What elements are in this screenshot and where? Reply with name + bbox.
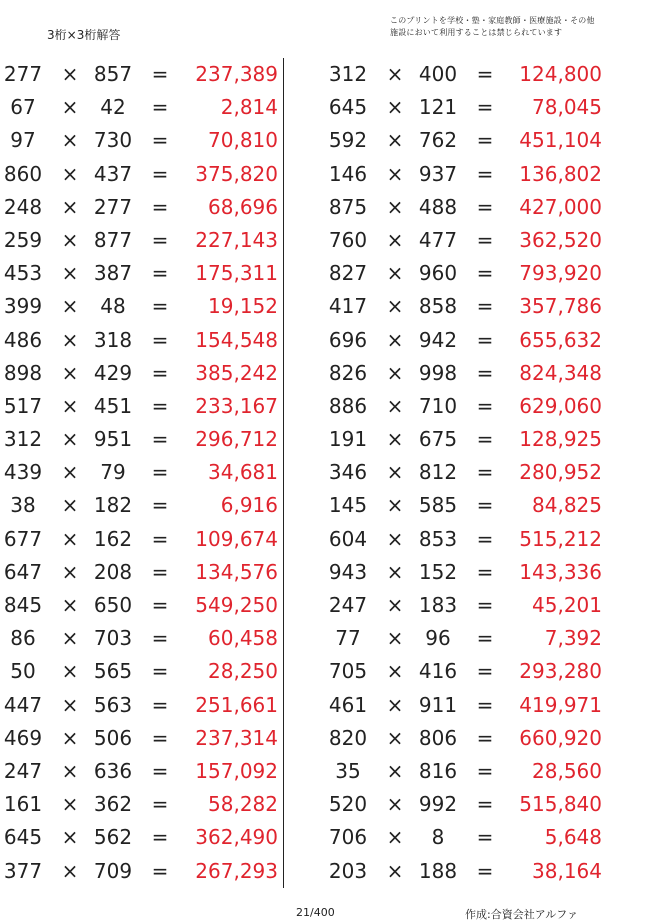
first-operand: 943 <box>328 559 368 584</box>
second-operand: 877 <box>93 227 133 252</box>
equals-sign: = <box>476 725 494 750</box>
second-operand: 451 <box>93 393 133 418</box>
equals-sign: = <box>476 62 494 86</box>
first-operand: 247 <box>3 758 43 783</box>
answer: 419,971 <box>519 692 602 717</box>
equals-sign: = <box>151 692 169 717</box>
first-operand: 312 <box>328 62 368 86</box>
equals-sign: = <box>476 161 494 186</box>
times-sign: × <box>386 95 404 120</box>
first-operand: 439 <box>3 460 43 485</box>
first-operand: 592 <box>328 128 368 153</box>
times-sign: × <box>386 659 404 684</box>
second-operand: 562 <box>93 825 133 850</box>
worksheet-title: 3桁×3桁解答 <box>47 28 121 42</box>
answer: 237,389 <box>195 62 278 86</box>
first-operand: 399 <box>3 294 43 319</box>
times-sign: × <box>61 294 79 319</box>
first-operand: 203 <box>328 858 368 883</box>
equals-sign: = <box>476 692 494 717</box>
first-operand: 645 <box>3 825 43 850</box>
first-operand: 604 <box>328 526 368 551</box>
first-operand: 845 <box>3 593 43 617</box>
answer: 824,348 <box>519 360 602 385</box>
second-operand: 8 <box>431 825 445 850</box>
times-sign: × <box>61 559 79 584</box>
times-sign: × <box>61 792 79 817</box>
equals-sign: = <box>151 294 169 319</box>
times-sign: × <box>61 327 79 352</box>
equals-sign: = <box>151 161 169 186</box>
equals-sign: = <box>151 360 169 385</box>
second-operand: 506 <box>93 725 133 750</box>
second-operand: 762 <box>418 128 458 153</box>
first-operand: 469 <box>3 725 43 750</box>
answer: 293,280 <box>519 659 602 684</box>
second-operand: 96 <box>425 626 451 651</box>
answer: 385,242 <box>195 360 278 385</box>
answer: 655,632 <box>519 327 602 352</box>
times-sign: × <box>386 427 404 452</box>
answer: 70,810 <box>208 128 278 153</box>
answer: 175,311 <box>195 261 278 286</box>
first-operand: 677 <box>3 526 43 551</box>
answer: 362,490 <box>195 825 278 850</box>
equals-sign: = <box>476 792 494 817</box>
first-operand: 461 <box>328 692 368 717</box>
times-sign: × <box>61 460 79 485</box>
times-sign: × <box>386 460 404 485</box>
page-number: 21/400 <box>296 906 335 919</box>
times-sign: × <box>386 593 404 617</box>
first-operand: 705 <box>328 659 368 684</box>
second-operand: 429 <box>93 360 133 385</box>
times-sign: × <box>61 725 79 750</box>
second-operand: 477 <box>418 227 458 252</box>
first-operand: 647 <box>3 559 43 584</box>
answer: 375,820 <box>195 161 278 186</box>
second-operand: 709 <box>93 858 133 883</box>
times-sign: × <box>386 792 404 817</box>
times-sign: × <box>61 493 79 518</box>
equals-sign: = <box>476 393 494 418</box>
answer: 237,314 <box>195 725 278 750</box>
second-operand: 703 <box>93 626 133 651</box>
second-operand: 318 <box>93 327 133 352</box>
first-operand: 248 <box>3 194 43 219</box>
answer: 28,560 <box>532 758 602 783</box>
equals-sign: = <box>151 261 169 286</box>
answer: 134,576 <box>195 559 278 584</box>
answer: 227,143 <box>195 227 278 252</box>
first-operand: 517 <box>3 393 43 418</box>
second-operand: 730 <box>93 128 133 153</box>
first-operand: 760 <box>328 227 368 252</box>
times-sign: × <box>386 128 404 153</box>
second-operand: 911 <box>418 692 458 717</box>
times-sign: × <box>61 825 79 850</box>
answer: 549,250 <box>195 593 278 617</box>
times-sign: × <box>386 725 404 750</box>
equals-sign: = <box>476 294 494 319</box>
answer: 58,282 <box>208 792 278 817</box>
times-sign: × <box>61 128 79 153</box>
answer: 362,520 <box>519 227 602 252</box>
answer: 427,000 <box>519 194 602 219</box>
first-operand: 447 <box>3 692 43 717</box>
times-sign: × <box>386 626 404 651</box>
equals-sign: = <box>476 659 494 684</box>
second-operand: 951 <box>93 427 133 452</box>
second-operand: 998 <box>418 360 458 385</box>
equals-sign: = <box>476 227 494 252</box>
equals-sign: = <box>151 858 169 883</box>
answer: 2,814 <box>220 95 278 120</box>
second-operand: 79 <box>100 460 126 485</box>
first-operand: 346 <box>328 460 368 485</box>
first-operand: 860 <box>3 161 43 186</box>
times-sign: × <box>61 626 79 651</box>
usage-notice: このプリントを学校・塾・家庭教師・医療施設・その他 施設において利用することは禁じられています <box>390 16 595 37</box>
equals-sign: = <box>476 526 494 551</box>
times-sign: × <box>386 62 404 86</box>
equals-sign: = <box>476 327 494 352</box>
answer: 28,250 <box>208 659 278 684</box>
equals-sign: = <box>151 194 169 219</box>
times-sign: × <box>386 493 404 518</box>
first-operand: 277 <box>3 62 43 86</box>
equals-sign: = <box>151 593 169 617</box>
first-operand: 38 <box>10 493 36 518</box>
first-operand: 145 <box>328 493 368 518</box>
times-sign: × <box>61 593 79 617</box>
times-sign: × <box>386 692 404 717</box>
equals-sign: = <box>151 62 169 86</box>
times-sign: × <box>386 393 404 418</box>
answer: 5,648 <box>544 825 602 850</box>
first-operand: 827 <box>328 261 368 286</box>
equals-sign: = <box>151 526 169 551</box>
first-operand: 898 <box>3 360 43 385</box>
times-sign: × <box>386 526 404 551</box>
times-sign: × <box>386 294 404 319</box>
second-operand: 565 <box>93 659 133 684</box>
answer: 515,212 <box>519 526 602 551</box>
times-sign: × <box>386 825 404 850</box>
answer: 45,201 <box>532 593 602 617</box>
answer: 357,786 <box>519 294 602 319</box>
equals-sign: = <box>151 227 169 252</box>
answer: 515,840 <box>519 792 602 817</box>
times-sign: × <box>386 858 404 883</box>
second-operand: 675 <box>418 427 458 452</box>
times-sign: × <box>61 526 79 551</box>
times-sign: × <box>61 62 79 86</box>
answer: 84,825 <box>532 493 602 518</box>
times-sign: × <box>61 261 79 286</box>
second-operand: 806 <box>418 725 458 750</box>
equals-sign: = <box>151 427 169 452</box>
second-operand: 162 <box>93 526 133 551</box>
second-operand: 188 <box>418 858 458 883</box>
times-sign: × <box>61 692 79 717</box>
first-operand: 520 <box>328 792 368 817</box>
second-operand: 585 <box>418 493 458 518</box>
answer: 34,681 <box>208 460 278 485</box>
answer: 124,800 <box>519 62 602 86</box>
times-sign: × <box>61 95 79 120</box>
first-operand: 259 <box>3 227 43 252</box>
answer: 7,392 <box>544 626 602 651</box>
second-operand: 152 <box>418 559 458 584</box>
times-sign: × <box>386 758 404 783</box>
equals-sign: = <box>476 460 494 485</box>
equals-sign: = <box>476 825 494 850</box>
second-operand: 816 <box>418 758 458 783</box>
equals-sign: = <box>476 360 494 385</box>
answer: 157,092 <box>195 758 278 783</box>
answer: 143,336 <box>519 559 602 584</box>
second-operand: 183 <box>418 593 458 617</box>
equals-sign: = <box>476 626 494 651</box>
equals-sign: = <box>151 95 169 120</box>
second-operand: 416 <box>418 659 458 684</box>
first-operand: 67 <box>10 95 36 120</box>
times-sign: × <box>61 758 79 783</box>
times-sign: × <box>61 858 79 883</box>
first-operand: 886 <box>328 393 368 418</box>
first-operand: 77 <box>335 626 361 651</box>
times-sign: × <box>386 194 404 219</box>
first-operand: 161 <box>3 792 43 817</box>
first-operand: 97 <box>10 128 36 153</box>
times-sign: × <box>386 327 404 352</box>
answer: 19,152 <box>208 294 278 319</box>
second-operand: 48 <box>100 294 126 319</box>
answer: 128,925 <box>519 427 602 452</box>
equals-sign: = <box>151 825 169 850</box>
equals-sign: = <box>476 593 494 617</box>
first-operand: 35 <box>335 758 361 783</box>
answer: 78,045 <box>532 95 602 120</box>
times-sign: × <box>386 227 404 252</box>
answer: 280,952 <box>519 460 602 485</box>
equals-sign: = <box>476 261 494 286</box>
first-operand: 86 <box>10 626 36 651</box>
times-sign: × <box>61 360 79 385</box>
answer: 109,674 <box>195 526 278 551</box>
answer: 154,548 <box>195 327 278 352</box>
times-sign: × <box>386 261 404 286</box>
first-operand: 696 <box>328 327 368 352</box>
second-operand: 208 <box>93 559 133 584</box>
equals-sign: = <box>151 128 169 153</box>
second-operand: 437 <box>93 161 133 186</box>
first-operand: 377 <box>3 858 43 883</box>
equals-sign: = <box>476 758 494 783</box>
times-sign: × <box>61 227 79 252</box>
second-operand: 812 <box>418 460 458 485</box>
equals-sign: = <box>476 493 494 518</box>
second-operand: 387 <box>93 261 133 286</box>
equals-sign: = <box>151 626 169 651</box>
times-sign: × <box>61 393 79 418</box>
first-operand: 486 <box>3 327 43 352</box>
equals-sign: = <box>476 95 494 120</box>
times-sign: × <box>61 161 79 186</box>
second-operand: 650 <box>93 593 133 617</box>
equals-sign: = <box>151 393 169 418</box>
second-operand: 182 <box>93 493 133 518</box>
first-operand: 875 <box>328 194 368 219</box>
times-sign: × <box>61 659 79 684</box>
times-sign: × <box>386 161 404 186</box>
second-operand: 992 <box>418 792 458 817</box>
second-operand: 858 <box>418 294 458 319</box>
first-operand: 706 <box>328 825 368 850</box>
answer: 68,696 <box>208 194 278 219</box>
answer: 136,802 <box>519 161 602 186</box>
second-operand: 942 <box>418 327 458 352</box>
answer: 233,167 <box>195 393 278 418</box>
answer: 38,164 <box>532 858 602 883</box>
equals-sign: = <box>151 327 169 352</box>
equals-sign: = <box>151 493 169 518</box>
first-operand: 826 <box>328 360 368 385</box>
second-operand: 857 <box>93 62 133 86</box>
second-operand: 853 <box>418 526 458 551</box>
times-sign: × <box>386 360 404 385</box>
second-operand: 960 <box>418 261 458 286</box>
second-operand: 563 <box>93 692 133 717</box>
equals-sign: = <box>151 758 169 783</box>
equals-sign: = <box>151 559 169 584</box>
first-operand: 146 <box>328 161 368 186</box>
second-operand: 121 <box>418 95 458 120</box>
second-operand: 488 <box>418 194 458 219</box>
answer: 793,920 <box>519 261 602 286</box>
second-operand: 362 <box>93 792 133 817</box>
equals-sign: = <box>476 427 494 452</box>
times-sign: × <box>61 427 79 452</box>
second-operand: 400 <box>418 62 458 86</box>
equals-sign: = <box>151 792 169 817</box>
equals-sign: = <box>476 194 494 219</box>
equals-sign: = <box>476 559 494 584</box>
equals-sign: = <box>151 460 169 485</box>
answer: 629,060 <box>519 393 602 418</box>
first-operand: 820 <box>328 725 368 750</box>
answer: 6,916 <box>220 493 278 518</box>
answer: 451,104 <box>519 128 602 153</box>
first-operand: 417 <box>328 294 368 319</box>
answer: 296,712 <box>195 427 278 452</box>
equals-sign: = <box>476 858 494 883</box>
equals-sign: = <box>151 659 169 684</box>
second-operand: 937 <box>418 161 458 186</box>
first-operand: 645 <box>328 95 368 120</box>
second-operand: 277 <box>93 194 133 219</box>
first-operand: 191 <box>328 427 368 452</box>
answer: 60,458 <box>208 626 278 651</box>
first-operand: 247 <box>328 593 368 617</box>
column-divider <box>283 58 284 888</box>
times-sign: × <box>61 194 79 219</box>
first-operand: 453 <box>3 261 43 286</box>
answer: 267,293 <box>195 858 278 883</box>
first-operand: 312 <box>3 427 43 452</box>
second-operand: 710 <box>418 393 458 418</box>
answer: 660,920 <box>519 725 602 750</box>
answer: 251,661 <box>195 692 278 717</box>
equals-sign: = <box>151 725 169 750</box>
times-sign: × <box>386 559 404 584</box>
second-operand: 636 <box>93 758 133 783</box>
author-credit: 作成:合資会社アルファ <box>465 908 579 921</box>
first-operand: 50 <box>10 659 36 684</box>
second-operand: 42 <box>100 95 126 120</box>
equals-sign: = <box>476 128 494 153</box>
